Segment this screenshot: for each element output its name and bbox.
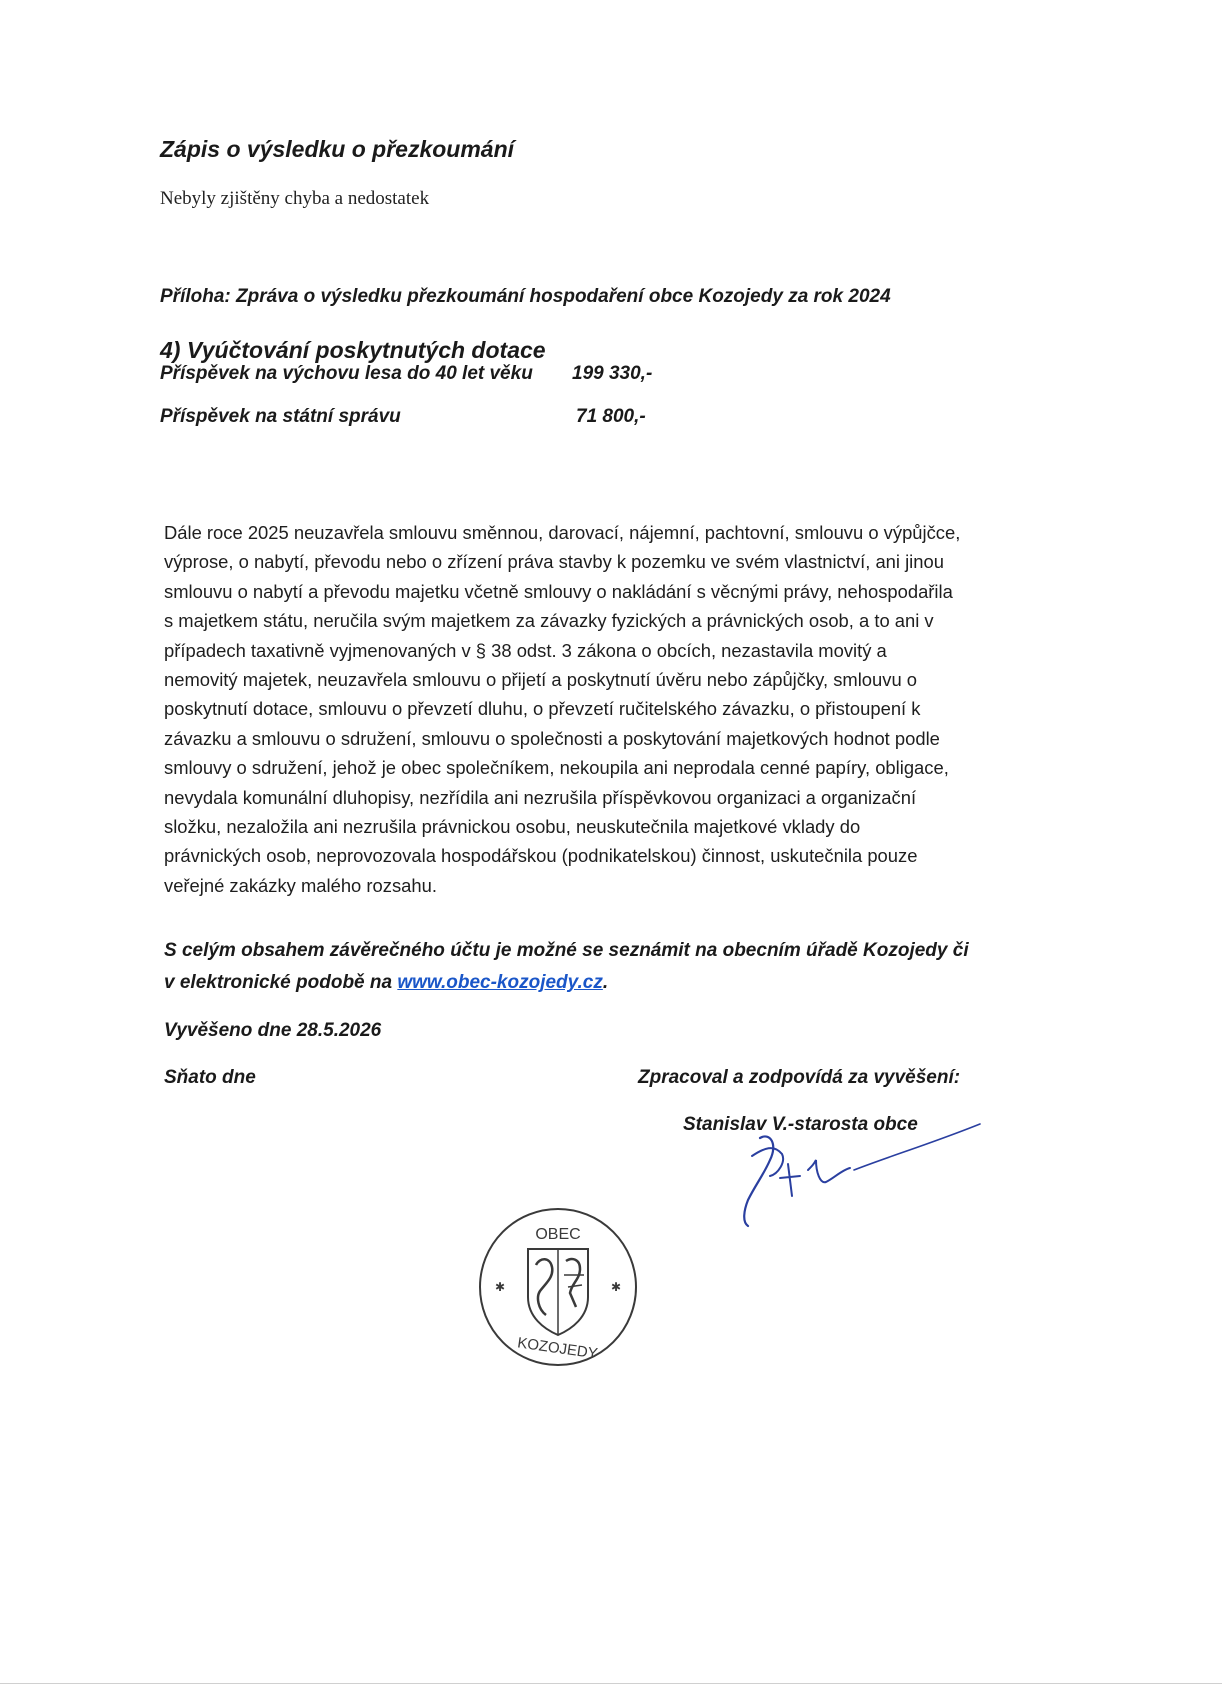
attachment-title: Příloha: Zpráva o výsledku přezkoumání hospodaření obce Kozojedy za rok 2024	[160, 286, 891, 307]
responsible-label: Zpracoval a zodpovídá za vyvěšení:	[638, 1067, 961, 1088]
paragraph-line: nevydala komunální dluhopisy, nezřídila ani nezrušila příspěvkovou organizaci a organizační	[164, 786, 917, 808]
finding-statement: Nebyly zjištěny chyba a nedostatek	[160, 188, 430, 209]
paragraph-line: smlouvy o sdružení, jehož je obec společníkem, nekoupila ani neprodala cenné papíry, obligace,	[164, 757, 949, 779]
paragraph-line: veřejné zakázky malého rozsahu.	[164, 874, 437, 896]
paragraph-line: nemovitý majetek, neuzavřela smlouvu o přijetí a poskytnutí úvěru nebo zápůjčky, smlouvu o	[164, 669, 918, 691]
paragraph-line: Dále roce 2025 neuzavřela smlouvu směnnou, darovací, nájemní, pachtovní, smlouvu o výpůjčce,	[164, 522, 961, 543]
posted-date: Vyvěšeno dne 28.5.2026	[164, 1020, 382, 1041]
website-link[interactable]: www.obec-kozojedy.cz	[397, 972, 603, 993]
paragraph-line: smlouvu o nabytí a převodu majetku včetně smlouvy o nakládání s věcnými právy, nehospodařila	[164, 580, 953, 602]
paragraph-line: poskytnutí dotace, smlouvu o převzetí dluhu, o převzetí ručitelského závazku, o přistoupení k	[164, 698, 921, 720]
svg-text:✱: ✱	[494, 1280, 506, 1294]
contribution-amount: 71 800,-	[576, 406, 646, 427]
contribution-label: Příspěvek na státní správu	[160, 406, 401, 427]
removed-date: Sňato dne	[164, 1067, 256, 1088]
info-line-with-link	[164, 972, 608, 994]
info-suffix: .	[602, 972, 609, 993]
section-title: 4) Vyúčtování poskytnutých dotace	[160, 337, 546, 363]
paragraph-line: právnických osob, neprovozovala hospodářskou (podnikatelskou) činnost, uskutečnila pouze	[164, 845, 918, 867]
statement-paragraph	[164, 518, 1094, 900]
signer-name: Stanislav V.-starosta obce	[683, 1114, 918, 1135]
municipal-seal	[476, 1205, 640, 1369]
paragraph-line: případech taxativně vyjmenovaných v § 38 odst. 3 zákona o obcích, nezastavila movitý a	[164, 639, 887, 661]
paragraph-line: výprose, o nabytí, převodu nebo o zřízení práva stavby k pozemku ve svém vlastnictví, ani jinou	[164, 551, 944, 573]
seal-top-text: OBEC	[535, 1226, 581, 1243]
contribution-label: Příspěvek na výchovu lesa do 40 let věku	[160, 363, 533, 384]
handwritten-signature	[730, 1118, 990, 1233]
paragraph-line: složku, nezaložila ani nezrušila právnickou osobu, neuskutečnila majetkové vklady do	[164, 816, 861, 838]
paragraph-line: závazku a smlouvu o sdružení, smlouvu o společnosti a poskytování majetkových hodnot podle	[164, 727, 940, 749]
contribution-amount: 199 330,-	[572, 363, 653, 384]
svg-text:✱: ✱	[610, 1280, 622, 1294]
info-line: S celým obsahem závěrečného účtu je možné se seznámit na obecním úřadě Kozojedy či	[164, 940, 969, 961]
seal-bottom-text: KOZOJEDY	[516, 1334, 599, 1363]
info-prefix: v elektronické podobě na	[164, 972, 398, 993]
document-heading: Zápis o výsledku o přezkoumání	[160, 136, 515, 162]
paragraph-line: s majetkem státu, neručila svým majetkem za závazky fyzických a právnických osob, a to ani v	[164, 610, 934, 632]
page-edge-line	[0, 1683, 1222, 1684]
